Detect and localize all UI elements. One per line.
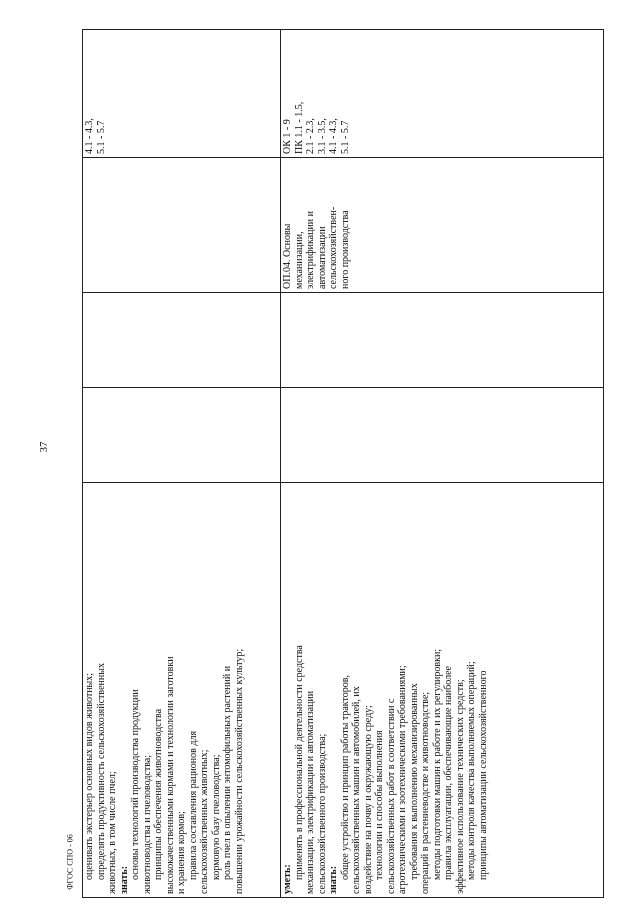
section-heading: уметь: <box>282 864 293 894</box>
content-line: принципы обеспечения животноводства <box>153 708 164 880</box>
table-row <box>83 30 281 898</box>
discipline-line: автоматизации <box>316 226 328 289</box>
section-heading: знать: <box>118 865 130 894</box>
content-line: животных, в том числе пчел; <box>107 771 118 894</box>
content-line: правила составления рационов для <box>187 730 199 880</box>
content-line: оценивать экстерьер основных видов животных; <box>84 672 95 880</box>
competencies-line: 5.1 - 5.7 <box>95 120 107 154</box>
content-line: принципы автоматизации сельскохозяйственного <box>477 670 489 880</box>
content-line: сельскохозяйственных животных; <box>199 749 210 894</box>
content-line: определять продуктивность сельскохозяйственных <box>95 663 107 880</box>
discipline-line: ного производства <box>339 210 351 289</box>
discipline-line: механизации, <box>293 231 305 289</box>
content-line: методы подготовки машин к работе и их регулировки; <box>431 648 443 880</box>
content-line: роль пчел в опылении энтомофильных растений и <box>222 665 233 880</box>
requirements-cell <box>281 483 604 898</box>
competencies-line: ПК 1.1 - 1.5, <box>293 101 305 154</box>
discipline-cell <box>83 158 281 293</box>
content-line: эффективное использование технических средств; <box>454 679 466 894</box>
content-line: требования к выполнению механизированных <box>408 683 420 880</box>
content-line: кормовую базу пчеловодства; <box>210 754 222 880</box>
discipline-cell <box>281 158 604 293</box>
competencies-cell <box>83 30 281 158</box>
requirements-table-rotated <box>82 30 604 898</box>
content-line: сельскохозяйственных работ в соответствии с <box>385 698 397 894</box>
content-line: агротехническими и зоотехническими требованиями; <box>397 665 408 894</box>
content-line: и хранения кормов; <box>176 811 187 894</box>
content-line: технологии и способы выполнения <box>374 730 385 880</box>
requirements-table-region <box>82 30 604 898</box>
content-line: сельскохозяйственных машин и автомобилей, их <box>351 686 362 894</box>
content-line: механизации, электрификации и автоматизации <box>305 690 316 894</box>
hours-cell <box>83 388 281 483</box>
hours-cell <box>281 388 604 483</box>
discipline-line: сельскохозяйствен- <box>328 206 339 289</box>
content-line: применять в профессиональной деятельности средства <box>293 645 305 880</box>
competencies-line: 4.1 - 4.3, <box>84 118 95 154</box>
hours-cell <box>281 293 604 388</box>
discipline-line: ОП.04. Основы <box>282 223 293 289</box>
competencies-line: 3.1 - 3.5, <box>316 118 328 154</box>
content-line: высококачественными кормами и технологии заготовки <box>164 656 176 894</box>
content-line: основы технологий производства продукции <box>130 689 141 880</box>
discipline-line: электрификации и <box>305 211 316 289</box>
content-line: методы контроля качества выполняемых операций; <box>466 661 477 880</box>
competencies-line: ОК 1 - 9 <box>282 119 293 154</box>
content-line: правила эксплуатации, обеспечивающие наиболее <box>443 666 454 880</box>
content-line: операций в растениеводстве и животноводстве; <box>420 691 431 894</box>
section-heading: знать: <box>328 865 339 894</box>
content-line: воздействие на почву и окружающую среду; <box>362 705 374 894</box>
content-line: общее устройство и принцип работы тракторов, <box>339 675 351 880</box>
content-line: животноводства и пчеловодства; <box>141 754 153 894</box>
requirements-table <box>82 29 604 898</box>
content-line: сельскохозяйственного производства; <box>316 733 328 894</box>
competencies-cell <box>281 30 604 158</box>
content-line: повышении урожайности сельскохозяйственных культур; <box>233 648 245 894</box>
footer-code: ФГОС СПО - 06 <box>65 834 75 890</box>
table-row <box>281 30 604 898</box>
competencies-line: 2.1 - 2.3, <box>305 118 316 154</box>
competencies-line: 5.1 - 5.7 <box>339 120 351 154</box>
page-number: 37 <box>38 441 50 453</box>
competencies-line: 4.1 - 4.3, <box>328 118 339 154</box>
requirements-cell <box>83 483 281 898</box>
hours-cell <box>83 293 281 388</box>
